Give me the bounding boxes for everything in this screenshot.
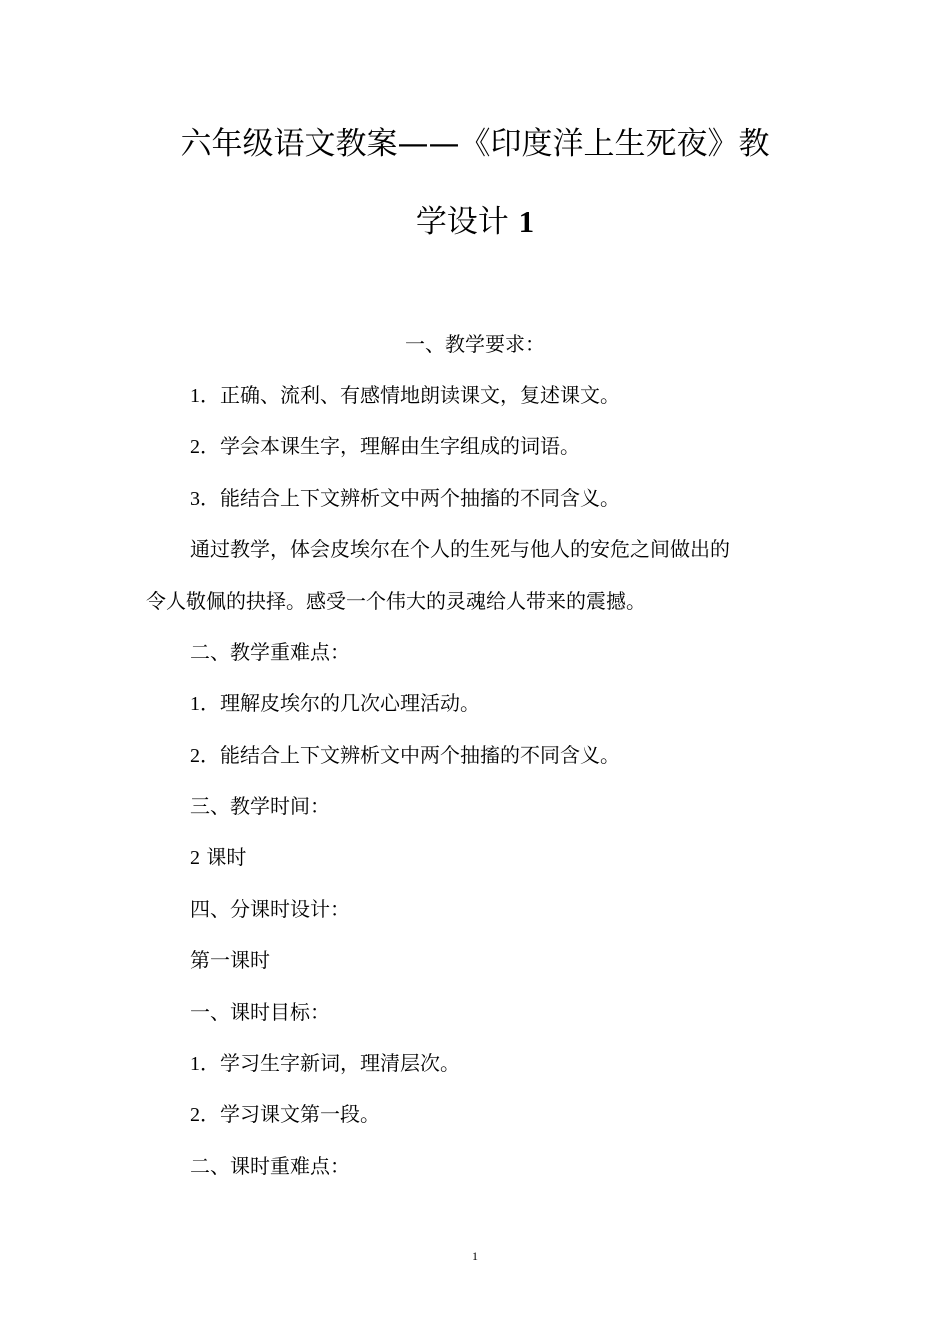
section-4-heading: 四、分课时设计：	[190, 897, 350, 921]
section-1-item-3	[190, 484, 620, 513]
section-1-item-1	[190, 381, 620, 410]
item-number: 2	[190, 745, 200, 767]
section-3-heading: 三、教学时间：	[190, 794, 330, 818]
document-title-line-2	[140, 202, 810, 242]
hours-number: 2	[190, 847, 200, 869]
page-number: 1	[472, 1249, 478, 1263]
goal-item-2	[190, 1100, 380, 1129]
item-text: ．学习生字新词，理清层次。	[200, 1051, 460, 1075]
item-number: 1	[190, 1053, 200, 1075]
section-3-value	[190, 843, 246, 872]
lesson-title: 第一课时	[190, 948, 270, 972]
section-2-item-2	[190, 741, 620, 770]
item-text: ．能结合上下文辨析文中两个抽搐的不同含义。	[200, 743, 620, 767]
title-line-2-text: 学设计	[415, 204, 509, 240]
section-1-item-2	[190, 432, 580, 461]
section-2-item-1	[190, 689, 480, 718]
item-number: 1	[190, 693, 200, 715]
paragraph-line-1: 通过教学，体会皮埃尔在个人的生死与他人的安危之间做出的	[190, 537, 730, 561]
hours-unit: 课时	[200, 845, 247, 869]
section-2-heading: 二、教学重难点：	[190, 640, 350, 664]
section-1-heading: 一、教学要求：	[405, 332, 545, 356]
item-text: ．能结合上下文辨析文中两个抽搐的不同含义。	[200, 486, 620, 510]
difficulty-heading: 二、课时重难点：	[190, 1154, 350, 1178]
item-text: ．理解皮埃尔的几次心理活动。	[200, 691, 480, 715]
item-number: 2	[190, 436, 200, 458]
document-title-line-1	[140, 124, 810, 164]
item-text: ．学习课文第一段。	[200, 1102, 380, 1126]
title-line-2-number: 1	[518, 204, 535, 239]
item-number: 3	[190, 488, 200, 510]
item-number: 1	[190, 385, 200, 407]
item-number: 2	[190, 1104, 200, 1126]
item-text: ．学会本课生字，理解由生字组成的词语。	[200, 434, 580, 458]
paragraph-line-2: 令人敬佩的抉择。感受一个伟大的灵魂给人带来的震撼。	[146, 589, 646, 613]
goal-item-1	[190, 1049, 460, 1078]
goal-heading: 一、课时目标：	[190, 1000, 330, 1024]
item-text: ．正确、流利、有感情地朗读课文，复述课文。	[200, 383, 620, 407]
title-line-1-text: 六年级语文教案——《印度洋上生死夜》教	[180, 126, 770, 162]
